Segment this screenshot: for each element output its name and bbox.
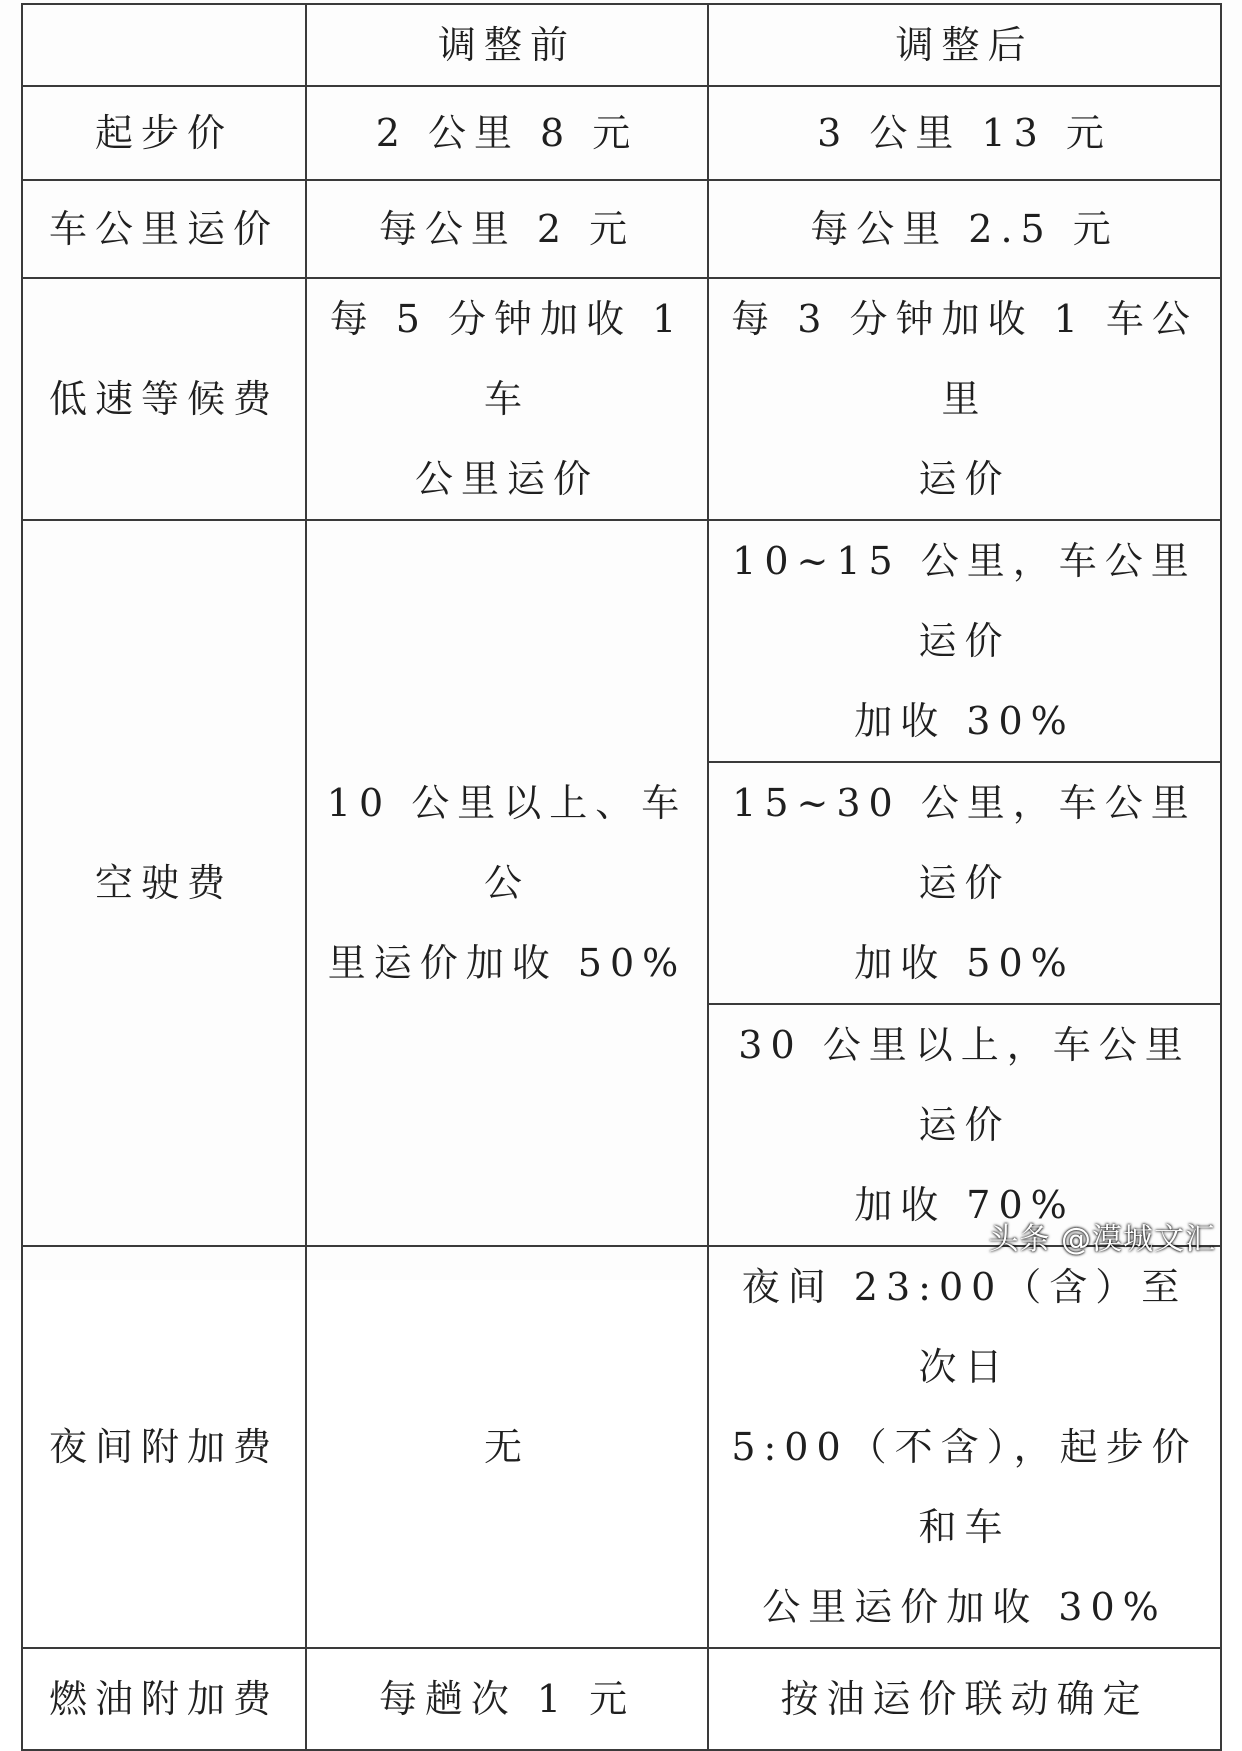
after-cell bbox=[708, 520, 1221, 762]
row-label-cell bbox=[22, 1246, 306, 1648]
night-after-line1: 夜间 23:00（含）至次日 bbox=[741, 1265, 1188, 1389]
per-km-after: 每公里 2.5 元 bbox=[810, 207, 1119, 251]
watermark: 头条 @漠城文汇 bbox=[988, 1222, 1216, 1257]
empty-run-before-line2: 里运价加收 50% bbox=[327, 941, 687, 985]
row-label-cell bbox=[22, 278, 306, 520]
table-row-start-price bbox=[22, 86, 1221, 180]
low-speed-after-line1: 每 3 分钟加收 1 车公里 bbox=[731, 297, 1198, 421]
before-cell bbox=[306, 180, 708, 278]
empty-run-before-line1: 10 公里以上、车公 bbox=[326, 781, 688, 905]
after-cell bbox=[708, 86, 1221, 180]
after-cell bbox=[708, 278, 1221, 520]
before-cell bbox=[306, 520, 708, 1246]
low-speed-before-line2: 公里运价 bbox=[414, 457, 599, 501]
table-row-per-km bbox=[22, 180, 1221, 278]
empty-run-after-c-line1: 30 公里以上，车公里运价 bbox=[738, 1023, 1191, 1147]
per-km-before: 每公里 2 元 bbox=[378, 207, 636, 251]
table-row-empty-run-a bbox=[22, 520, 1221, 762]
header-after-cell bbox=[708, 4, 1221, 86]
start-price-before: 2 公里 8 元 bbox=[375, 111, 639, 155]
before-cell bbox=[306, 1246, 708, 1648]
table-header-row bbox=[22, 4, 1221, 86]
table-row-fuel bbox=[22, 1648, 1221, 1750]
start-price-after: 3 公里 13 元 bbox=[817, 111, 1112, 155]
low-speed-after-line2: 运价 bbox=[918, 457, 1011, 501]
empty-run-after-a-line2: 加收 30% bbox=[854, 699, 1075, 743]
header-before-label: 调整前 bbox=[437, 23, 576, 67]
fuel-after: 按油运价联动确定 bbox=[780, 1677, 1149, 1721]
fuel-label: 燃油附加费 bbox=[48, 1677, 279, 1721]
empty-run-after-a-line1: 10~15 公里，车公里运价 bbox=[732, 539, 1197, 663]
per-km-label: 车公里运价 bbox=[48, 207, 279, 251]
row-label-cell bbox=[22, 520, 306, 1246]
low-speed-label: 低速等候费 bbox=[48, 377, 279, 421]
empty-run-after-b-line2: 加收 50% bbox=[854, 941, 1075, 985]
after-cell bbox=[708, 1004, 1221, 1246]
start-price-label: 起步价 bbox=[94, 111, 233, 155]
after-cell bbox=[708, 1246, 1221, 1648]
after-cell bbox=[708, 1648, 1221, 1750]
row-label-cell bbox=[22, 1648, 306, 1750]
header-after-label: 调整后 bbox=[895, 23, 1034, 67]
row-label-cell bbox=[22, 86, 306, 180]
header-blank-cell bbox=[22, 4, 306, 86]
night-after-line2: 5:00（不含），起步价和车 bbox=[731, 1425, 1198, 1549]
header-before-cell bbox=[306, 4, 708, 86]
empty-run-after-b-line1: 15~30 公里，车公里运价 bbox=[732, 781, 1197, 905]
night-before: 无 bbox=[483, 1425, 530, 1469]
night-label: 夜间附加费 bbox=[48, 1425, 279, 1469]
before-cell bbox=[306, 86, 708, 180]
empty-run-label: 空驶费 bbox=[94, 861, 233, 905]
low-speed-before-line1: 每 5 分钟加收 1 车 bbox=[329, 297, 685, 421]
before-cell bbox=[306, 278, 708, 520]
row-label-cell bbox=[22, 180, 306, 278]
after-cell bbox=[708, 762, 1221, 1004]
fare-adjustment-table bbox=[21, 3, 1222, 1751]
empty-run-after-c-line2: 加收 70% bbox=[854, 1183, 1075, 1227]
before-cell bbox=[306, 1648, 708, 1750]
table-row-low-speed bbox=[22, 278, 1221, 520]
fuel-before: 每趟次 1 元 bbox=[378, 1677, 636, 1721]
after-cell bbox=[708, 180, 1221, 278]
table-row-night bbox=[22, 1246, 1221, 1648]
night-after-line3: 公里运价加收 30% bbox=[762, 1585, 1167, 1629]
